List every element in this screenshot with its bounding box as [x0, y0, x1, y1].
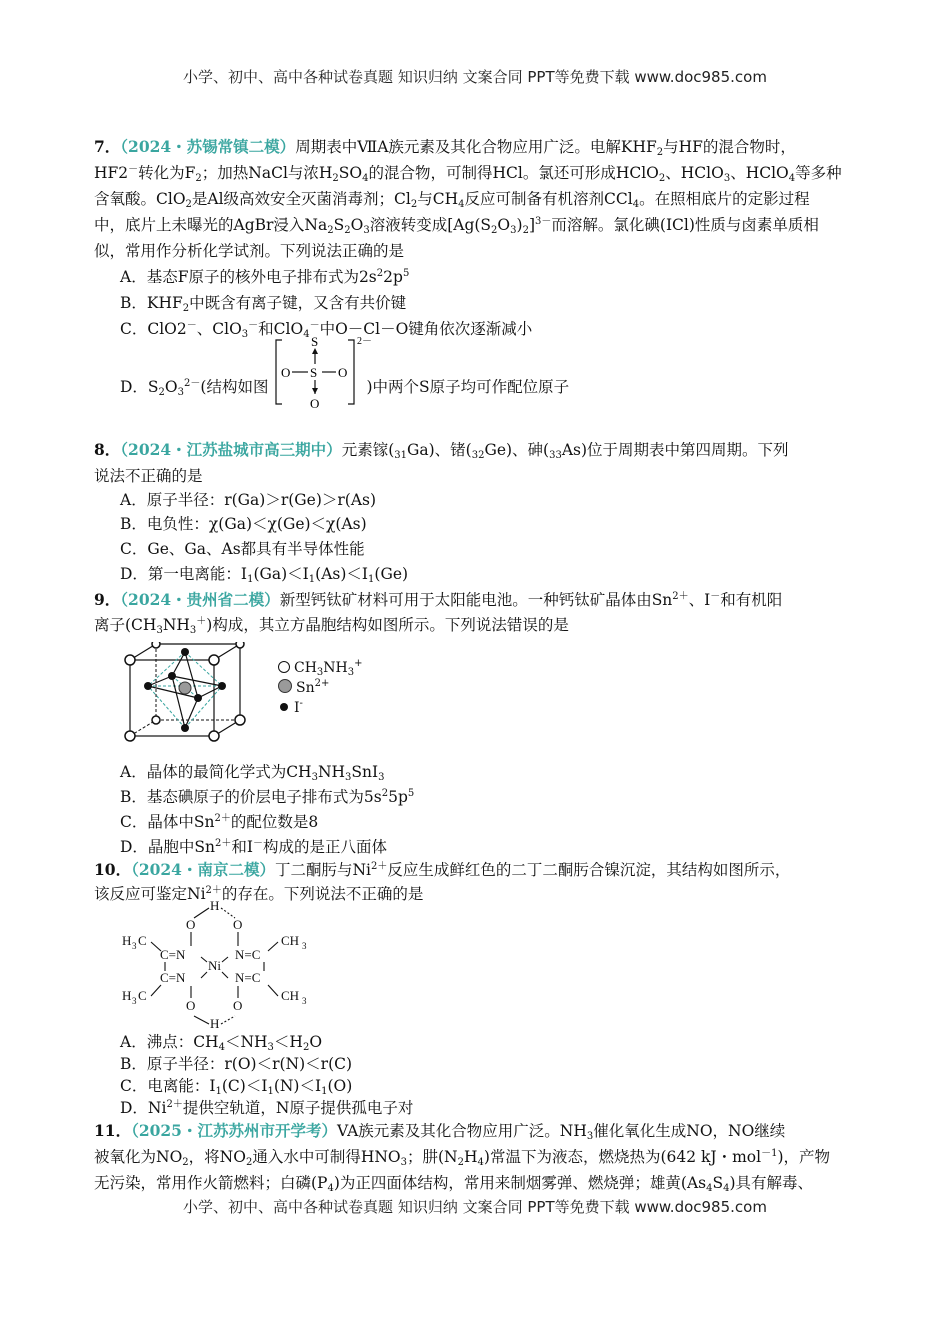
q9-line1: 9．（2024・贵州省二模）新型钙钛矿材料可用于太阳能电池。一种钙钛矿晶体由$Sn^{2+}$、I－和有机阳	[94, 590, 783, 609]
svg-text:S: S	[310, 365, 318, 380]
q7-source: （2024・苏锡常镇二模）	[120, 137, 296, 156]
svg-text:N=C: N=C	[235, 970, 261, 985]
q7-option-a: A．基态F原子的核外电子排布式为$2s^22p^5$	[120, 268, 410, 286]
svg-text:O: O	[310, 396, 320, 410]
svg-text:O: O	[233, 917, 243, 932]
legend-sn: $Sn^{2+}$	[278, 678, 363, 698]
q7-line4: 中，底片上未曝光的AgBr浸入$Na_2S_2O_3$溶液转变成$[Ag(S_2O_3)_2]^{3-}$而溶解。氯化碘(ICl)性质与卤素单质相	[94, 216, 819, 236]
page-header: 小学、初中、高中各种试卷真题 知识归纳 文案合同 PPT等免费下载 www.doc985.com	[183, 68, 767, 86]
svg-text:CH: CH	[281, 988, 300, 1003]
q8-option-a: A．原子半径：r(Ga)＞r(Ge)＞r(As)	[120, 491, 377, 509]
q10-option-c: C．电离能：$I_1(C)<I_1(N)<I_1(O)$	[120, 1077, 353, 1097]
svg-text:CH: CH	[281, 933, 300, 948]
q8-line2: 说法不正确的是	[94, 467, 203, 485]
svg-text:O: O	[186, 917, 196, 932]
svg-text:3: 3	[132, 996, 137, 1006]
legend-ch3nh3: $CH_3NH_3^+$	[278, 658, 363, 678]
nickel-dimethylglyoxime-figure	[118, 898, 318, 1030]
q11-source: （2025・江苏苏州市开学考）	[131, 1121, 337, 1140]
q10-option-b: B．原子半径：r(O)＜r(N)＜r(C)	[120, 1055, 353, 1073]
q9-option-d: D．晶胞中$Sn^{2+}$和I－构成的是正八面体	[120, 838, 388, 856]
svg-text:3: 3	[132, 941, 137, 951]
q9-option-b: B．基态碘原子的价层电子排布式为$5s^25p^5$	[120, 788, 415, 806]
gray-circle-icon	[278, 679, 292, 693]
svg-text:2－: 2－	[357, 336, 372, 347]
q8-option-c: C．Ge、Ga、As都具有半导体性能	[120, 540, 365, 558]
q7-option-c: C．ClO2－、ClO$_3$－和ClO$_4$－中O－Cl－O键角依次逐渐减小	[120, 320, 533, 340]
q11-line3: 无污染，常用作火箭燃料；白磷$(P_4)$为正四面体结构，常用来制烟雾弹、燃烧弹；雄黄$(As_4S_4)$具有解毒、	[94, 1174, 814, 1194]
svg-text:H: H	[210, 1016, 220, 1030]
svg-text:C: C	[138, 933, 147, 948]
q10-option-a: A．沸点：$CH_4<NH_3<H_2O$	[120, 1033, 323, 1053]
q11-line2: 被氧化为$NO_2$，将$NO_2$通入水中可制得$HNO_3$；肼$(N_2H_4)$常温下为液态，燃烧热为(642 kJ・mol$^{-1}$)，产物	[94, 1148, 831, 1168]
q7-line1: 7．（2024・苏锡常镇二模）周期表中ⅦA族元素及其化合物应用广泛。电解$KHF_2$与HF的混合物时，	[94, 137, 796, 158]
svg-text:3: 3	[302, 996, 307, 1006]
q7-line3: 含氧酸。ClO$_2$是Al级高效安全灭菌消毒剂；$Cl_2$与$CH_4$反应可制备有机溶剂CCl$_4$。在照相底片的定影过程	[94, 190, 810, 210]
black-dot-icon	[280, 703, 288, 711]
perovskite-legend	[278, 658, 363, 718]
legend-iodide: I-	[278, 698, 363, 718]
svg-text:Ni: Ni	[208, 958, 221, 973]
q8-option-b: B．电负性：χ(Ga)＜χ(Ge)＜χ(As)	[120, 515, 367, 533]
svg-text:H: H	[122, 933, 132, 948]
q10-number: 10．	[94, 860, 132, 879]
svg-text:C=N: C=N	[160, 970, 186, 985]
q11-line1: 11．（2025・江苏苏州市开学考）VA族元素及其化合物应用广泛。$NH_3$催化氧化生成NO，NO继续	[94, 1121, 786, 1142]
q7-number: 7．	[94, 137, 121, 156]
page-footer: 小学、初中、高中各种试卷真题 知识归纳 文案合同 PPT等免费下载 www.doc985.com	[183, 1198, 767, 1216]
perovskite-unit-cell-figure	[118, 642, 250, 746]
q8-source: （2024・江苏盐城市高三期中）	[120, 440, 342, 459]
q9-source: （2024・贵州省二模）	[120, 590, 280, 609]
q10-line1: 10．（2024・南京二模）丁二酮肟与$Ni^{2+}$反应生成鲜红色的二丁二酮肟合镍沉淀，其结构如图所示，	[94, 860, 791, 879]
svg-text:O: O	[233, 998, 243, 1013]
q8-option-d: D．第一电离能：$I_1(Ga)<I_1(As)<I_1(Ge)$	[120, 565, 409, 585]
q9-number: 9．	[94, 590, 121, 609]
svg-text:N=C: N=C	[235, 947, 261, 962]
q10-line2: 该反应可鉴定$Ni^{2+}$的存在。下列说法不正确的是	[94, 885, 424, 903]
q8-number: 8．	[94, 440, 121, 459]
q7-line5: 似，常用作分析化学试剂。下列说法正确的是	[94, 242, 405, 260]
svg-text:O: O	[338, 365, 348, 380]
q8-line1: 8．（2024・江苏盐城市高三期中）元素镓$(_{31}Ga)$、锗$(_{32}Ge)$、砷$(_{33}As)$位于周期表中第四周期。下列	[94, 440, 789, 461]
svg-text:C: C	[138, 988, 147, 1003]
open-circle-icon	[278, 661, 290, 673]
q11-number: 11．	[94, 1121, 132, 1140]
q9-option-c: C．晶体中$Sn^{2+}$的配位数是8	[120, 813, 319, 831]
q10-source: （2024・南京二模）	[131, 860, 275, 879]
svg-text:O: O	[186, 998, 196, 1013]
q9-line2: 离子$(CH_3NH_3^+)$构成，其立方晶胞结构如图所示。下列说法错误的是	[94, 616, 569, 636]
q10-option-d: D．$Ni^{2+}$提供空轨道，N原子提供孤电子对	[120, 1099, 414, 1117]
svg-text:H: H	[210, 898, 220, 913]
svg-text:S: S	[311, 334, 319, 349]
svg-text:H: H	[122, 988, 132, 1003]
q7-option-d: D．$S_2O_3^{2-}$(结构如图 )中两个S原子均可作配位原子	[120, 378, 570, 398]
svg-text:O: O	[281, 365, 291, 380]
svg-text:C=N: C=N	[160, 947, 186, 962]
svg-text:3: 3	[302, 941, 307, 951]
q7-line2: HF2－转化为$F_2$；加热NaCl与浓$H_2SO_4$的混合物，可制得HCl。氯还可形成HClO$_2$、HClO$_3$、HClO$_4$等多种	[94, 164, 842, 184]
thiosulfate-structure-figure	[272, 334, 376, 410]
q9-option-a: A．晶体的最简化学式为$CH_3NH_3SnI_3$	[120, 763, 385, 783]
q7-option-b: B．$KHF_2$中既含有离子键，又含有共价键	[120, 294, 407, 314]
